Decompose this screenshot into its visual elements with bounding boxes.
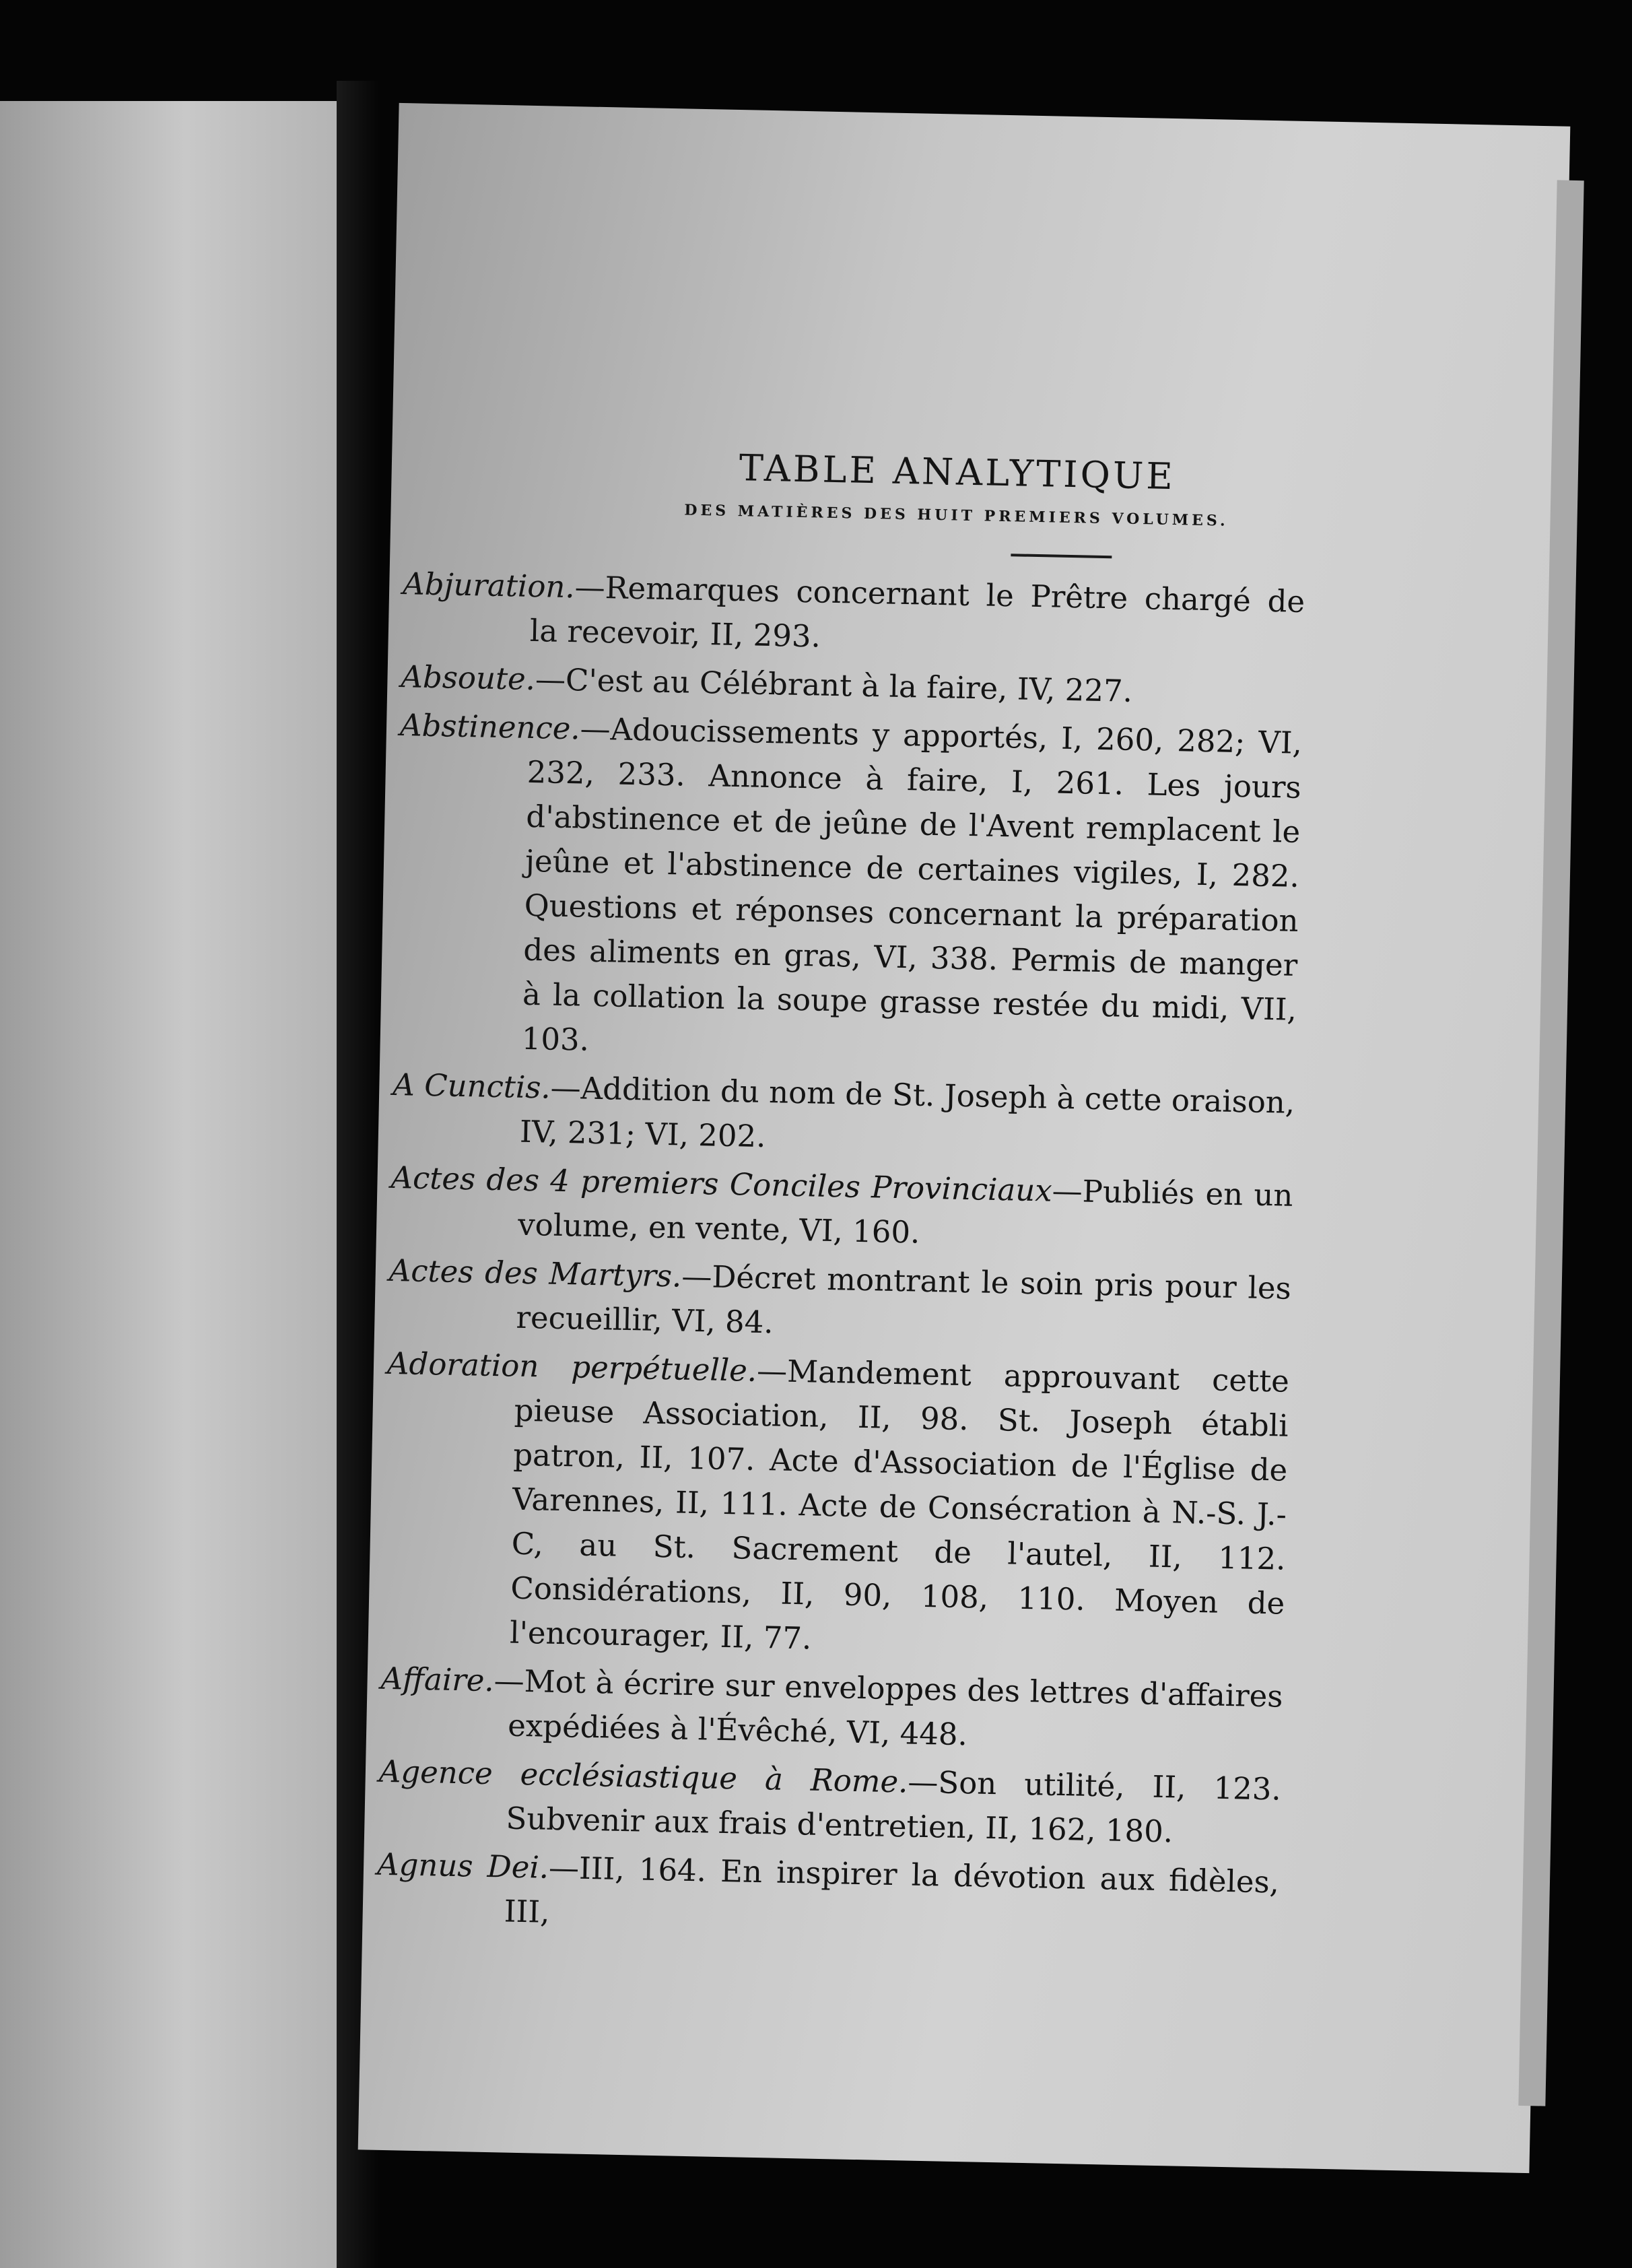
entry-text: —Son utilité, II, 123. Subvenir aux frais d'entretien, II, 162, 180. xyxy=(506,1764,1282,1850)
entry-text: —Addition du nom de St. Joseph à cette oraison, IV, 231; VI, 202. xyxy=(519,1069,1295,1155)
entry-term: Agence ecclésiastique à Rome. xyxy=(378,1753,908,1800)
index-entry xyxy=(380,1657,1283,1764)
index-entry xyxy=(378,1749,1281,1857)
title-divider xyxy=(1011,554,1112,558)
page-title: TABLE ANALYTIQUE xyxy=(739,446,1176,498)
index-entry xyxy=(381,1341,1289,1671)
index-entry xyxy=(388,1248,1291,1356)
right-page xyxy=(358,103,1571,2173)
entry-term: Affaire. xyxy=(380,1660,495,1699)
entry-text: —Remarques concernant le Prêtre chargé de la recevoir, II, 293. xyxy=(529,569,1305,655)
entry-term: Adoration perpétuelle. xyxy=(386,1345,757,1389)
entry-term: Abstinence. xyxy=(399,707,581,747)
entry-text: —Décret montrant le soin pris pour les recueillir, VI, 84. xyxy=(515,1258,1292,1341)
entry-text: —Publiés en un volume, en vente, VI, 160. xyxy=(517,1172,1293,1250)
index-content xyxy=(376,440,1307,1953)
entry-text: —Adoucissements y apportés, I, 260, 282; VI, 232, 233. Annonce à faire, I, 261. Les jours d'abstinence et de jeûne de l'Avent remplacent le jeûne et l'abstinence de certaines vigiles, I, 282. Questions et réponses concernant la préparation des aliments en gras, VI, 338. Permis de manger à la collation la soupe grasse restée du midi, VII, 103. xyxy=(521,710,1303,1058)
entry-term: Agnus Dei. xyxy=(376,1846,549,1886)
index-entry xyxy=(376,1842,1279,1949)
entry-term: Actes des Martyrs. xyxy=(388,1252,682,1294)
page-subtitle: DES MATIÈRES DES HUIT PREMIERS VOLUMES. xyxy=(684,501,1229,530)
index-entries xyxy=(376,562,1305,1949)
entry-term: Actes des 4 premiers Conciles Provinciaux xyxy=(390,1159,1053,1209)
entry-term: Absoute. xyxy=(401,659,536,698)
entry-text: —C'est au Célébrant à la faire, IV, 227. xyxy=(535,661,1133,709)
entry-text: —Mandement approuvant cette pieuse Association, II, 98. St. Joseph établi patron, II, 107. Acte d'Association de l'Église de Varennes, II, 111. Acte de Consécration à N.-S. J.-C, au St. Sacrement de l'autel, II, 112. Considérations, II, 90, 108, 110. Moyen de l'encourager, II, 77. xyxy=(509,1352,1290,1657)
entry-term: A Cunctis. xyxy=(392,1066,551,1106)
index-entry xyxy=(401,562,1305,669)
entry-term: Abjuration. xyxy=(402,566,576,605)
index-entry xyxy=(390,1156,1293,1263)
entry-text: —Mot à écrire sur enveloppes des lettres d'affaires expédiées à l'Évêché, VI, 448. xyxy=(494,1663,1283,1753)
entry-text: —III, 164. En inspirer la dévotion aux fidèles, III, xyxy=(504,1849,1280,1930)
index-entry xyxy=(393,703,1302,1077)
left-page xyxy=(0,101,337,2268)
page-edge xyxy=(1518,180,1584,2106)
index-entry xyxy=(391,1063,1295,1170)
